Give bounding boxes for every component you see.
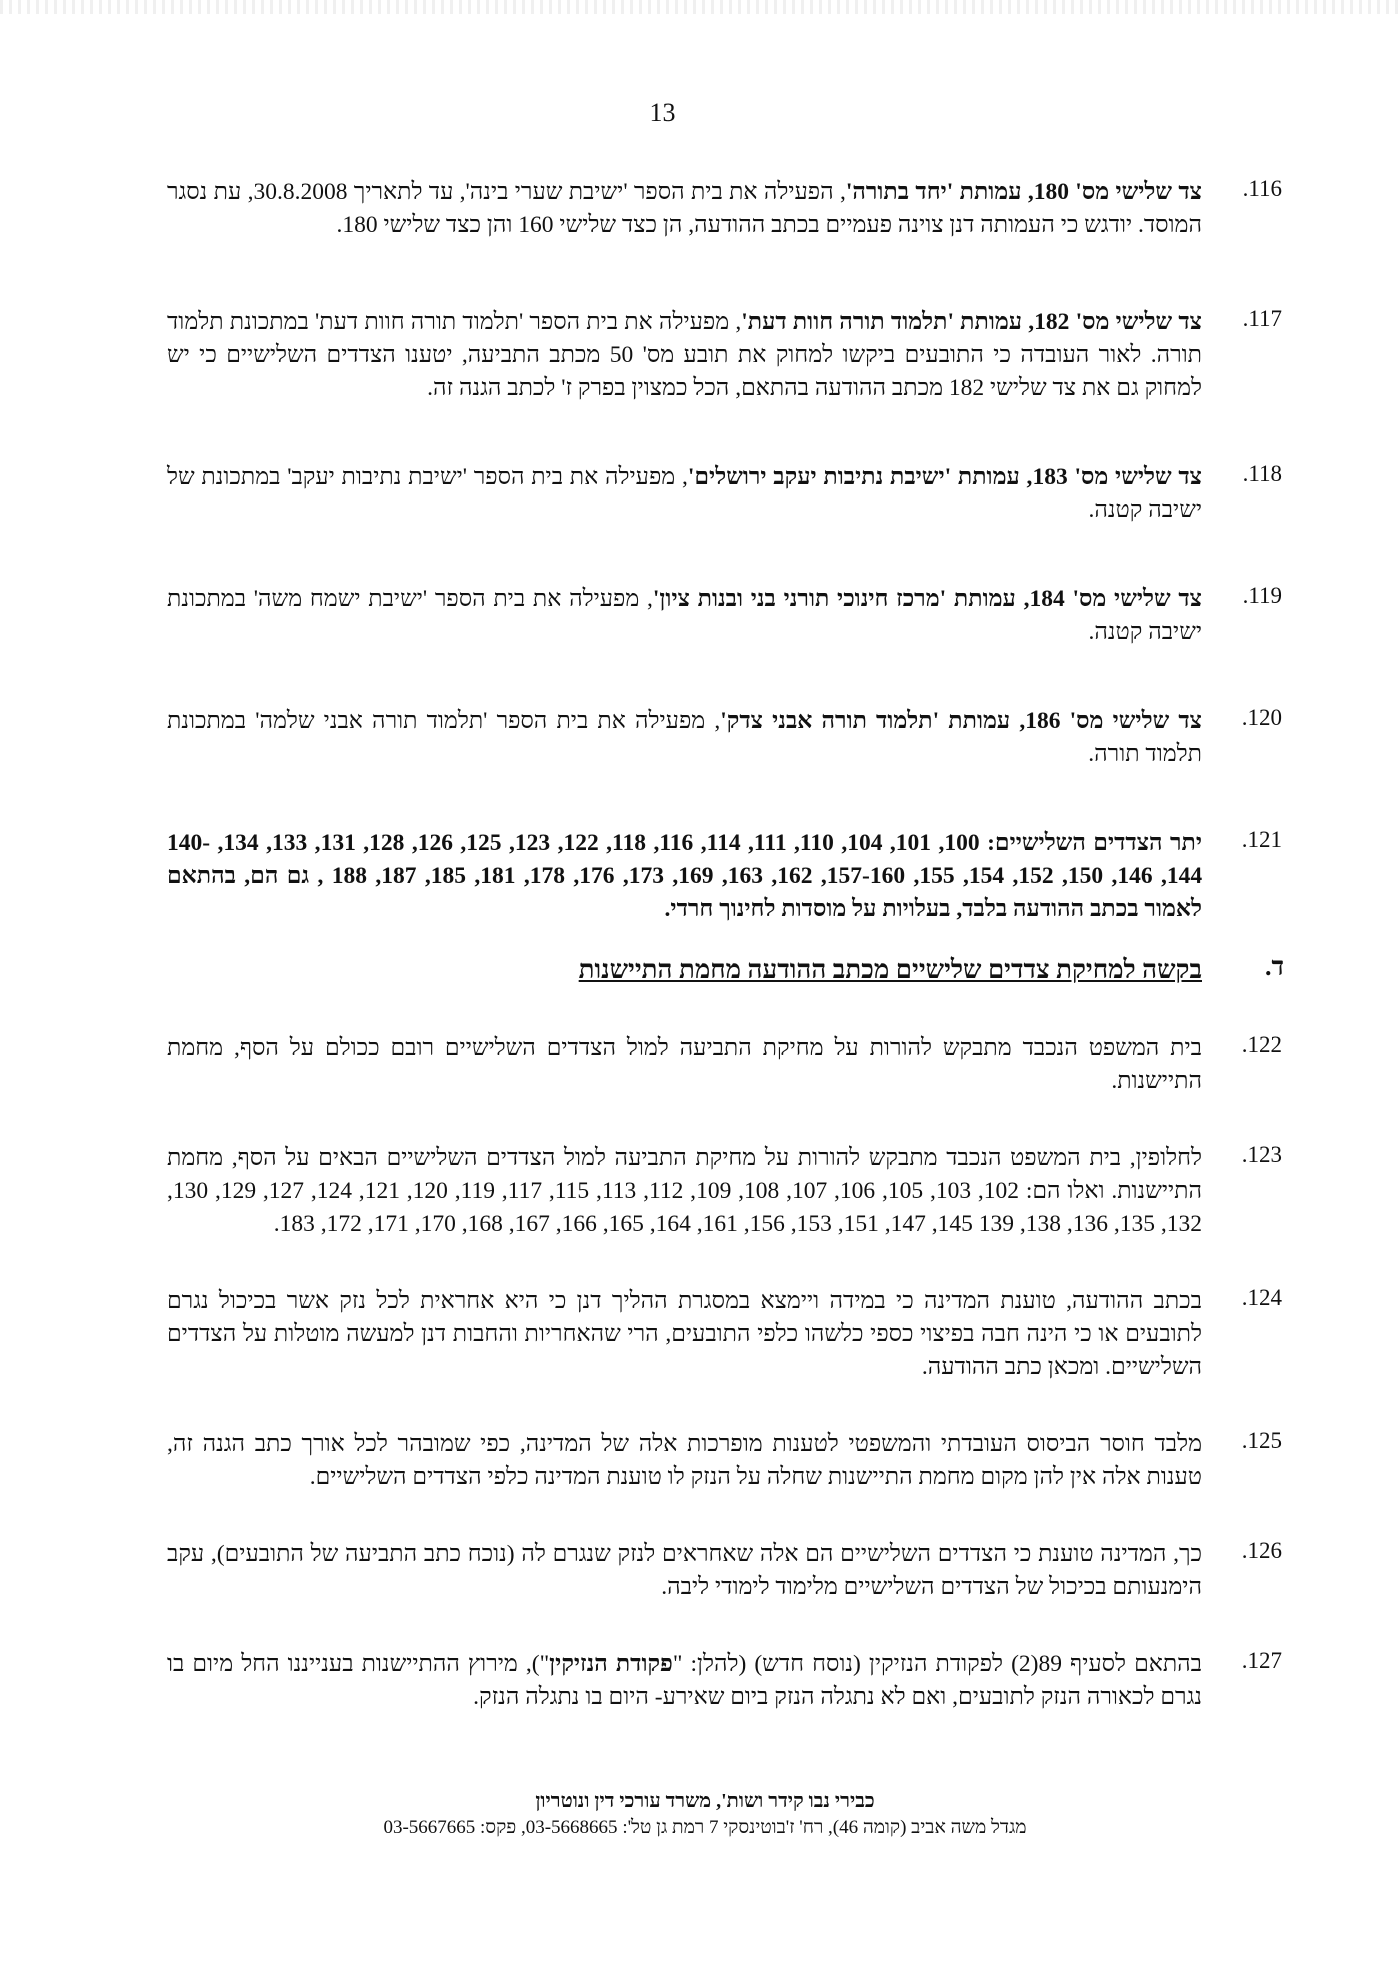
paragraph-text: מלבד חוסר הביסוס העובדתי והמשפטי לטענות מופרכות אלה של המדינה, כפי שמובהר לכל אורך כתב הגנה זה, טענות אלה אין להן מקום מחמת התיישנות שחלה על הנזק לו טוענת המדינה כלפי הצדדים השלישיים. [167, 1431, 1202, 1490]
paragraph-number: 127. [1241, 1648, 1282, 1673]
paragraph-body: , מפעילה את בית הספר 'תלמוד תורה חוות דעת' במתכונת תלמוד תורה. לאור העובדה כי התובעים ביקשו למחוק את תובע מס' 50 מכתב התביעה, יטענו הצדדים השלישיים כי יש למחוק גם את צד שלישי 182 מכתב ההודעה בהתאם, הכל כמצוין בפרק ז' לכתב הגנה זה. [167, 309, 1202, 401]
paragraph-text: בכתב ההודעה, טוענת המדינה כי במידה ויימצא במסגרת ההליך דנן כי היא אחראית לכל נזק אשר בכיכול נגרם לתובעים או כי הינה חבה בפיצוי כספי כלשהו כלפי התובעים, הרי שהאחריות והחבות דנן למעשה מוטלות על הצדדים השלישיים. ומכאן כתב ההודעה. [167, 1288, 1202, 1380]
paragraph-number: 123. [1241, 1142, 1282, 1167]
defined-term: פקודת הנזיקין [549, 1651, 673, 1677]
paragraph-text [167, 176, 1202, 242]
paragraph-text [167, 705, 1202, 771]
paragraph-text [167, 827, 1202, 926]
paragraph-124 [167, 1285, 1282, 1384]
paragraph-123 [167, 1142, 1282, 1241]
paragraph-bold-lead: צד שלישי מס' 180, עמותת 'יחד בתורה' [845, 179, 1202, 205]
paragraph-body-end: "), מירוץ ההתיישנות בענייננו החל מיום בו נגרם לכאורה הנזק לתובעים, ואם לא נתגלה הנזק ביום שאירע- היום בו נתגלה הנזק. [167, 1651, 1202, 1710]
paragraph-body: , מפעילה את בית הספר 'ישיבת ישמח משה' במתכונת ישיבה קטנה. [167, 586, 1202, 645]
paragraph-125 [167, 1428, 1282, 1494]
paragraph-116 [167, 176, 1282, 242]
paragraph-number: 119. [1242, 583, 1282, 608]
paragraph-bold-lead: צד שלישי מס' 182, עמותת 'תלמוד תורה חוות דעת' [741, 309, 1202, 335]
paragraph-number: 117. [1242, 306, 1282, 331]
paragraph-127 [167, 1648, 1282, 1714]
paragraph-text: בית המשפט הנכבד מתבקש להורות על מחיקת התביעה למול הצדדים השלישיים רובם ככולם על הסף, מחמת התיישנות. [167, 1035, 1202, 1094]
paragraph-number: 126. [1241, 1538, 1282, 1563]
paragraph-body: , הפעילה את בית הספר 'ישיבת שערי בינה', עד לתאריך 30.8.2008, עת נסגר המוסד. יודגש כי העמותה דנן צוינה פעמיים בכתב ההודעה, הן כצד שלישי 160 והן כצד שלישי 180. [167, 179, 1202, 238]
paragraph-number: 120. [1241, 705, 1282, 730]
paragraph-number: 118. [1242, 461, 1282, 486]
paragraph-118 [167, 461, 1282, 527]
section-title: בקשה למחיקת צדדים שלישיים מכתב ההודעה מחמת התיישנות [578, 955, 1202, 984]
paragraph-bold-lead: יתר הצדדים השלישיים: 100, 101, 104, 110, 111, 114, 116, 118, 122, 123, 125, 126, 128, 131, 133, 134, 140-144, 146, 150, 152, 154, 155, 157-160, 162, 163, 169, 173, 176, 178, 181, 185, 187, 188 , גם הם, בהתאם לאמור בכתב ההודעה בלבד, בעלויות על מוסדות לחינוך חרדי. [167, 830, 1203, 922]
paragraph-121 [167, 827, 1282, 926]
paragraph-bold-lead: צד שלישי מס' 184, עמותת 'מרכז חינוכי תורני בני ובנות ציון' [652, 586, 1202, 612]
document-body [167, 176, 1284, 1714]
paragraph-text [167, 1648, 1202, 1714]
paragraph-text [167, 461, 1202, 527]
paragraph-number: 121. [1241, 827, 1282, 852]
paragraph-text [167, 583, 1202, 649]
paragraph-body: , מפעילה את בית הספר 'תלמוד תורה אבני שלמה' במתכונת תלמוד תורה. [167, 708, 1202, 767]
page-footer [0, 1790, 1400, 1839]
paragraph-122 [167, 1032, 1282, 1098]
paragraph-text [167, 306, 1202, 405]
paragraph-bold-lead: צד שלישי מס' 186, עמותת 'תלמוד תורה אבני צדק' [720, 708, 1202, 734]
paragraph-number: 125. [1241, 1428, 1282, 1453]
paragraph-120 [167, 705, 1282, 771]
paragraph-body: , מפעילה את בית הספר 'ישיבת נתיבות יעקב' במתכונת של ישיבה קטנה. [167, 464, 1202, 523]
paragraph-117 [167, 306, 1282, 405]
paragraph-119 [167, 583, 1282, 649]
paragraph-number: 124. [1241, 1285, 1282, 1310]
paragraph-text: כך, המדינה טוענת כי הצדדים השלישיים הם אלה שאחראים לנזק שנגרם לה (נוכח כתב התביעה של התובעים), עקב הימנעותם בכיכול של הצדדים השלישיים מלימוד לימודי ליבה. [167, 1541, 1202, 1600]
footer-address: מגדל משה אביב (קומה 46), רח' ז'בוטינסקי 7 רמת גן טל': 03-5668665, פקס: 03-5667665 [383, 1817, 1027, 1838]
paragraph-bold-lead: צד שלישי מס' 183, עמותת 'ישיבת נתיבות יעקב ירושלים' [687, 464, 1202, 490]
paragraph-number: 122. [1241, 1032, 1282, 1057]
page-number: 13 [649, 98, 676, 127]
paragraph-126 [167, 1538, 1282, 1604]
paragraph-body-start: בהתאם לסעיף 89(2) לפקודת הנזיקין (נוסח חדש) (להלן: " [672, 1651, 1203, 1677]
paragraph-text: לחלופין, בית המשפט הנכבד מתבקש להורות על מחיקת התביעה למול הצדדים השלישיים הבאים על הסף, מחמת התיישנות. ואלו הם: 102, 103, 105, 106, 107, 108, 109, 112, 113, 115, 117, 119, 120, 121, 124, 127, 129, 130, 132, 135, 136, 138, 139 145, 147, 151, 153, 156, 161, 164, 165, 166, 167, 168, 170, 171, 172, 183. [167, 1145, 1203, 1237]
scan-edge-artifact [0, 0, 1400, 14]
section-d-heading [167, 952, 1284, 988]
footer-firm-name: כבירי נבו קידר ושות', משרד עורכי דין ונוטריון [535, 1790, 875, 1812]
section-letter: ד. [1264, 952, 1284, 981]
paragraph-number: 116. [1242, 176, 1282, 201]
